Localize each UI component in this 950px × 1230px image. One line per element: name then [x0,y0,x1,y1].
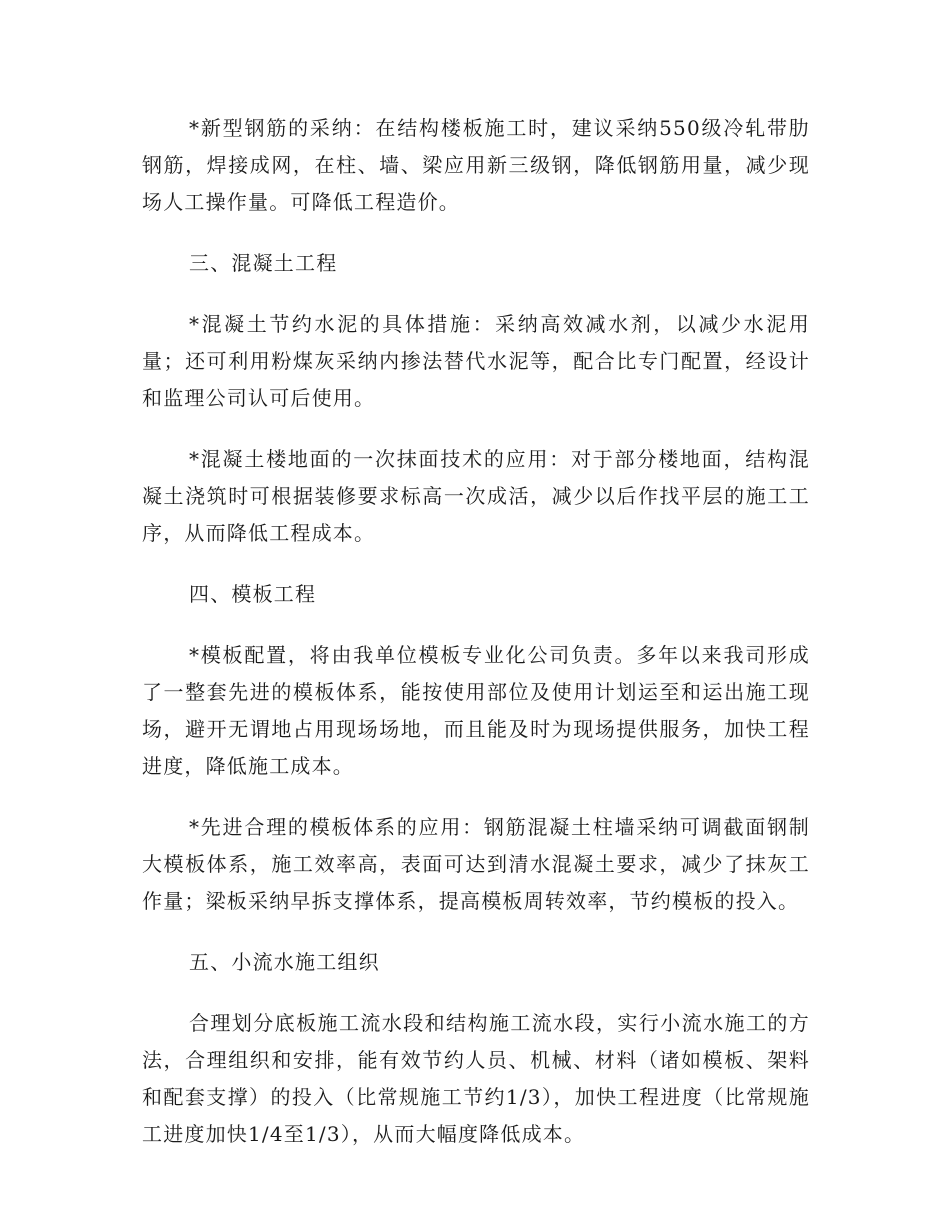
paragraph-formwork-system: *先进合理的模板体系的应用：钢筋混凝土柱墙采纳可调截面钢制大模板体系，施工效率高，表面可达到清水混凝土要求，减少了抹灰工作量；梁板采纳早拆支撑体系，提高模板周转效率，节约模板的投入。 [142,815,810,913]
section-heading-formwork: 四、模板工程 [189,582,317,606]
paragraph-cement-saving: *混凝土节约水泥的具体措施：采纳高效减水剂，以减少水泥用量；还可利用粉煤灰采纳内掺法替代水泥等，配合比专门配置，经设计和监理公司认可后使用。 [142,312,810,410]
section-heading-flow-construction: 五、小流水施工组织 [189,950,380,974]
paragraph-formwork-config: *模板配置，将由我单位模板专业化公司负责。多年以来我司形成了一整套先进的模板体系，能按使用部位及使用计划运至和运出施工现场，避开无谓地占用现场场地，而且能及时为现场提供服务，加快工程进度，降低施工成本。 [142,643,810,778]
paragraph-flow-organization: 合理划分底板施工流水段和结构施工流水段，实行小流水施工的方法，合理组织和安排，能有效节约人员、机械、材料（诸如模板、架料和配套支撑）的投入（比常规施工节约1/3），加快工程进度（比常规施工进度加快1/4至1/3），从而大幅度降低成本。 [142,1011,810,1146]
section-heading-concrete: 三、混凝土工程 [189,251,338,275]
paragraph-new-rebar: *新型钢筋的采纳：在结构楼板施工时，建议采纳550级冷轧带肋钢筋，焊接成网，在柱、墙、梁应用新三级钢，降低钢筋用量，减少现场人工操作量。可降低工程造价。 [142,116,810,214]
paragraph-floor-finishing: *混凝土楼地面的一次抹面技术的应用：对于部分楼地面，结构混凝土浇筑时可根据装修要求标高一次成活，减少以后作找平层的施工工序，从而降低工程成本。 [142,447,810,545]
document-body [142,110,810,1177]
